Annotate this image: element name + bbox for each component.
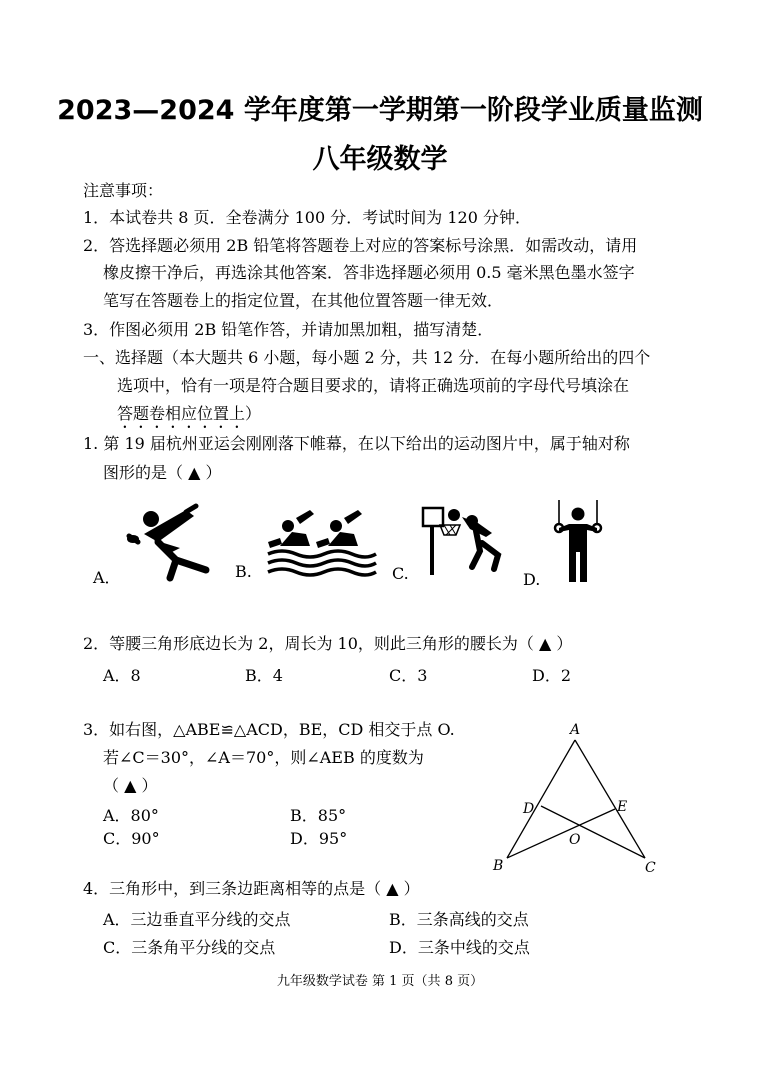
notice-item-3: 3．作图必须用 2B 铅笔作答，并请加黑加粗，描写清楚． (83, 320, 494, 339)
question-1-stem: 1. 第 19 届杭州亚运会刚刚落下帷幕，在以下给出的运动图片中，属于轴对称 (83, 434, 630, 453)
question-2-stem: 2．等腰三角形底边长为 2，周长为 10，则此三角形的腰长为（ ▲ ） (83, 634, 573, 653)
section-1-heading: 一、选择题（本大题共 6 小题，每小题 2 分，共 12 分．在每小题所给出的四个 (83, 348, 651, 367)
q4-option-b: B．三条高线的交点 (389, 910, 529, 929)
exam-title: 2023—2024 学年度第一学期第一阶段学业质量监测 (57, 95, 703, 126)
question-4-stem: 4．三角形中，到三条边距离相等的点是（ ▲ ） (83, 879, 420, 898)
basketball-pictogram (420, 503, 510, 577)
q1-option-c-label: C. (392, 564, 409, 583)
q4-option-c: C．三条角平分线的交点 (103, 938, 276, 957)
q2-option-a: A．8 (103, 666, 141, 685)
q2-option-b: B．4 (245, 666, 283, 685)
triangle-figure (485, 720, 665, 884)
question-1-stem-cont: 图形的是（ ▲ ） (103, 463, 222, 482)
q2-option-d: D．2 (532, 666, 572, 685)
point-label-d: D (523, 801, 535, 817)
notice-heading: 注意事项： (83, 181, 164, 200)
q3-option-a: A．80° (103, 806, 159, 825)
q3-option-d: D．95° (290, 829, 348, 848)
point-label-e: E (617, 799, 628, 815)
q1-option-a-label: A． (93, 568, 121, 587)
q4-option-d: D．三条中线的交点 (389, 938, 530, 957)
synchronized-swimming-pictogram (266, 508, 378, 580)
page-footer: 九年级数学试卷 第 1 页（共 8 页） (276, 974, 484, 989)
question-3-stem-cont-2: （ ▲ ） (103, 776, 158, 795)
question-3-stem-cont-1: 若∠C＝30°，∠A＝70°，则∠AEB 的度数为 (103, 748, 424, 767)
section-1-heading-cont-2 (117, 404, 261, 432)
vertex-label-a: A (570, 722, 581, 738)
q4-option-a: A．三边垂直平分线的交点 (103, 910, 291, 929)
q2-option-c: C．3 (389, 666, 428, 685)
gymnastics-rings-pictogram (553, 500, 603, 584)
notice-item-1: 1．本试卷共 8 页．全卷满分 100 分．考试时间为 120 分钟． (83, 208, 531, 227)
section-1-heading-cont-1: 选项中，恰有一项是符合题目要求的，请将正确选项前的字母代号填涂在 (117, 376, 630, 395)
q1-option-d-label: D. (523, 570, 541, 589)
notice-item-2-cont-1: 橡皮擦干净后，再选涂其他答案．答非选择题必须用 0.5 毫米黑色墨水签字 (103, 263, 635, 282)
q3-option-b: B．85° (290, 806, 347, 825)
q1-option-b-label: B. (235, 562, 252, 581)
emphasis-text: 答题卷相应位置上 (117, 404, 246, 423)
question-3-stem: 3．如右图，△ABE≌△ACD，BE，CD 相交于点 O. (83, 720, 455, 739)
table-tennis-pictogram (124, 502, 220, 582)
point-label-o: O (569, 832, 581, 848)
notice-item-2: 2．答选择题必须用 2B 铅笔将答题卷上对应的答案标号涂黑．如需改动，请用 (83, 236, 638, 255)
notice-item-2-cont-2: 笔写在答题卷上的指定位置，在其他位置答题一律无效． (103, 291, 504, 310)
vertex-label-b: B (493, 858, 504, 874)
closing-paren: ） (245, 404, 262, 423)
vertex-label-c: C (645, 860, 656, 876)
exam-subtitle: 八年级数学 (312, 144, 448, 175)
q3-option-c: C．90° (103, 829, 160, 848)
